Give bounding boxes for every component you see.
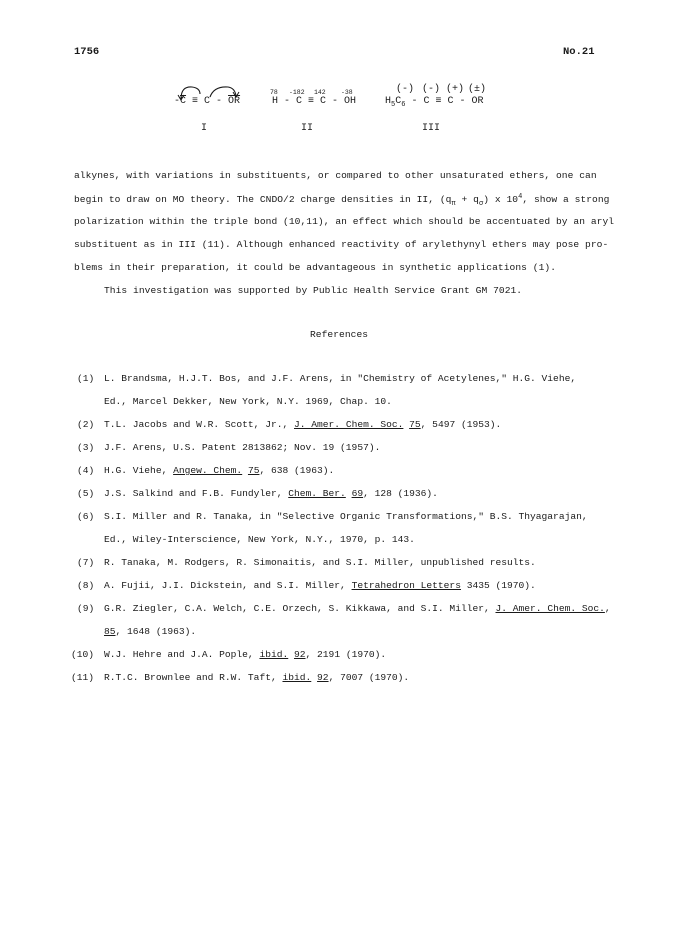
references-heading: References: [310, 329, 369, 340]
ref-1-number: (1): [77, 373, 95, 384]
ref-5-number: (5): [77, 488, 95, 499]
electron-push-arrows: [0, 0, 680, 140]
ref-9-line-1: G.R. Ziegler, C.A. Welch, C.E. Orzech, S. Kikkawa, and S.I. Miller, J. Amer. Chem. Soc.,: [104, 603, 611, 614]
journal-issue: No.21: [563, 46, 595, 58]
ref-7-number: (7): [77, 557, 95, 568]
ref-6-line-2: Ed., Wiley-Interscience, New York, N.Y., 1970, p. 143.: [104, 534, 415, 545]
body-line-3: polarization within the triple bond (10,11), an effect which should be accentuated by an aryl: [74, 216, 615, 227]
structure-ii-charge-c2: 142: [314, 89, 326, 96]
structure-ii-charge-o: -38: [341, 89, 353, 96]
structure-ii-label: II: [301, 123, 314, 134]
structure-iii-formula: $H_5C_6 - C \equiv C$ - OR: [385, 96, 484, 109]
ref-1-line-1: L. Brandsma, H.J.T. Bos, and J.F. Arens, in "Chemistry of Acetylenes," H.G. Viehe,: [104, 373, 577, 384]
structure-iii-charge-3: (+): [446, 84, 465, 95]
ref-2-number: (2): [77, 419, 95, 430]
ref-3-number: (3): [77, 442, 95, 453]
body-line-6: This investigation was supported by Public Health Service Grant GM 7021.: [104, 285, 523, 296]
page-number: 1756: [74, 46, 100, 58]
ref-1-line-2: Ed., Marcel Dekker, New York, N.Y. 1969, Chap. 10.: [104, 396, 392, 407]
structure-ii-charge-c1: -182: [289, 89, 305, 96]
ref-8-number: (8): [77, 580, 95, 591]
structure-i-label: I: [201, 123, 208, 134]
ref-11-line-1: R.T.C. Brownlee and R.W. Taft, ibid. 92, 7007 (1970).: [104, 672, 410, 683]
ref-6-number: (6): [77, 511, 95, 522]
ref-4-number: (4): [77, 465, 95, 476]
structure-iii-charge-2: (-): [422, 84, 441, 95]
body-line-2: begin to draw on MO theory. The CNDO/2 charge densities in II, $(q_\pi + q_\sigma)$ x $10^4$, show a strong: [74, 193, 610, 209]
ref-5-line-1: J.S. Salkind and F.B. Fundyler, Chem. Ber. 69, 128 (1936).: [104, 488, 438, 499]
ref-10-line-1: W.J. Hehre and J.A. Pople, ibid. 92, 2191 (1970).: [104, 649, 387, 660]
structure-iii-label: III: [422, 123, 441, 134]
ref-2-line-1: T.L. Jacobs and W.R. Scott, Jr., J. Amer. Chem. Soc. 75, 5497 (1953).: [104, 419, 502, 430]
structure-iii-charge-1: (-): [396, 84, 415, 95]
structure-iii-charge-4: (±): [468, 84, 487, 95]
ref-11-number: (11): [71, 672, 95, 683]
structure-ii-formula: H - C ≡ C - OH: [272, 96, 357, 107]
structure-i-formula: $-\overline{C} \equiv C - \overline{OR}$: [174, 96, 241, 107]
ref-6-line-1: S.I. Miller and R. Tanaka, in "Selective Organic Transformations," B.S. Thyagarajan,: [104, 511, 588, 522]
body-line-1: alkynes, with variations in substituents, or compared to other unsaturated ethers, one can: [74, 170, 597, 181]
ref-9-line-2: 85, 1648 (1963).: [104, 626, 197, 637]
body-line-4: substituent as in III (11). Although enhanced reactivity of arylethynyl ethers may pose pro-: [74, 239, 609, 250]
ref-9-number: (9): [77, 603, 95, 614]
ref-8-line-1: A. Fujii, J.I. Dickstein, and S.I. Miller, Tetrahedron Letters 3435 (1970).: [104, 580, 536, 591]
structure-ii-charge-h: 78: [270, 89, 278, 96]
body-line-5: blems in their preparation, it could be advantageous in synthetic applications (1).: [74, 262, 556, 273]
ref-7-line-1: R. Tanaka, M. Rodgers, R. Simonaitis, and S.I. Miller, unpublished results.: [104, 557, 536, 568]
ref-10-number: (10): [71, 649, 95, 660]
ref-3-line-1: J.F. Arens, U.S. Patent 2813862; Nov. 19 (1957).: [104, 442, 381, 453]
ref-4-line-1: H.G. Viehe, Angew. Chem. 75, 638 (1963).: [104, 465, 335, 476]
